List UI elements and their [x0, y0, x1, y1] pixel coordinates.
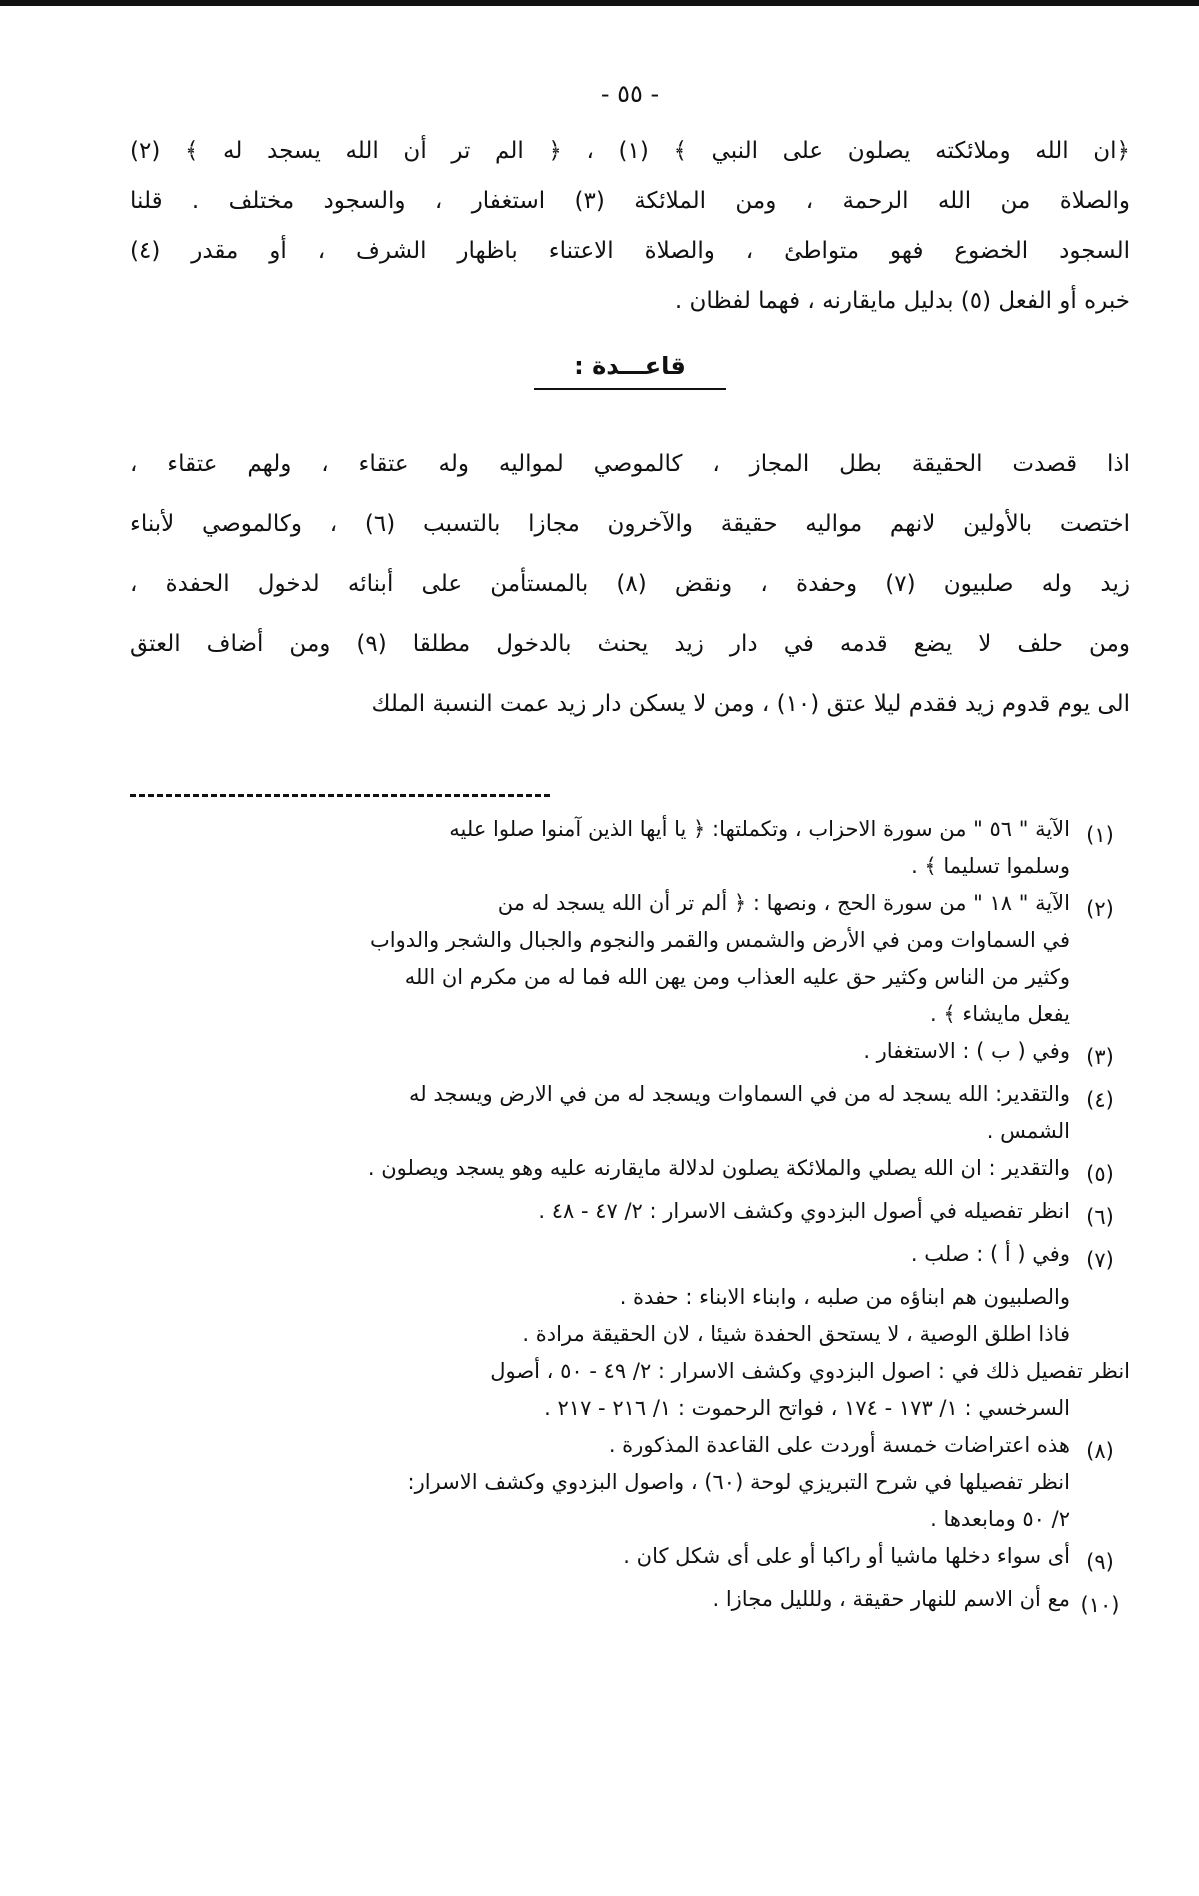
paragraph-2-line: زيد وله صلبيون (٧) وحفدة ، ونقض (٨) بالمستأمن على أبنائه لدخول الحفدة ، — [130, 571, 1130, 597]
section-heading — [130, 352, 1130, 390]
footnote-7-continuation — [130, 1279, 1130, 1427]
footnote-line: انظر تفصيل ذلك في : اصول البزدوي وكشف الاسرار : ٢/ ٤٩ - ٥٠ ، أصول — [490, 1359, 1130, 1383]
footnote-number: (٢) — [1086, 897, 1114, 921]
paragraph-2-line: الى يوم قدوم زيد فقدم ليلا عتق (١٠) ، ومن لا يسكن دار زيد عمت النسبة الملك — [371, 691, 1130, 717]
footnote — [130, 1427, 1130, 1538]
section-heading-text: قاعـــدة : — [534, 352, 726, 390]
footnote-line: يفعل مايشاء ﴾ . — [929, 1002, 1070, 1026]
footnote-line: أى سواء دخلها ماشيا أو راكبا أو على أى شكل كان . — [623, 1544, 1070, 1568]
footnote — [130, 1236, 1130, 1279]
footnote — [130, 1033, 1130, 1076]
paragraph-1-line: والصلاة من الله الرحمة ، ومن الملائكة (٣) استغفار ، والسجود مختلف . قلنا — [130, 188, 1130, 214]
footnote-number: (٤) — [1086, 1088, 1114, 1112]
footnote-line: والصلبيون هم ابناؤه من صلبه ، وابناء الابناء : حفدة . — [619, 1285, 1070, 1309]
footnote-line: والتقدير : ان الله يصلي والملائكة يصلون لدلالة مايقارنه عليه وهو يسجد ويصلون . — [367, 1156, 1070, 1180]
document-page — [130, 80, 1130, 1624]
footnote — [130, 1150, 1130, 1193]
footnote-line: وفي ( ب ) : الاستغفار . — [863, 1039, 1070, 1063]
footnote-line: السرخسي : ١/ ١٧٣ - ١٧٤ ، فواتح الرحموت : ١/ ٢١٦ - ٢١٧ . — [544, 1396, 1070, 1420]
footnote-number: (١) — [1086, 823, 1114, 847]
paragraph-1-line: خبره أو الفعل (٥) بدليل مايقارنه ، فهما لفظان . — [674, 288, 1130, 314]
footnote — [130, 1193, 1130, 1236]
footnote — [130, 885, 1130, 1033]
footnote-line: الآية " ١٨ " من سورة الحج ، ونصها : ﴿ ألم تر أن الله يسجد له من — [497, 891, 1070, 915]
footnote — [130, 1581, 1130, 1624]
footnote-line: انظر تفصيله في أصول البزدوي وكشف الاسرار : ٢/ ٤٧ - ٤٨ . — [538, 1199, 1070, 1223]
top-edge-rule — [0, 0, 1199, 6]
footnote-line: وفي ( أ ) : صلب . — [910, 1242, 1070, 1266]
paragraph-1-line: ﴿ان الله وملائكته يصلون على النبي ﴾ (١) ، ﴿ الم تر أن الله يسجد له ﴾ (٢) — [130, 138, 1130, 164]
footnote-line: وكثير من الناس وكثير حق عليه العذاب ومن يهن الله فما له من مكرم ان الله — [404, 965, 1070, 989]
footnote — [130, 1076, 1130, 1150]
paragraph-2-line: اذا قصدت الحقيقة بطل المجاز ، كالموصي لمواليه وله عتقاء ، ولهم عتقاء ، — [130, 451, 1130, 477]
paragraph-1-line: السجود الخضوع فهو متواطئ ، والصلاة الاعتناء باظهار الشرف ، أو مقدر (٤) — [130, 238, 1130, 264]
paragraph-1 — [130, 126, 1130, 326]
footnote-number: (٨) — [1086, 1439, 1114, 1463]
footnote-number: (١٠) — [1080, 1593, 1120, 1617]
paragraph-2 — [130, 434, 1130, 734]
footnote-line: الآية " ٥٦ " من سورة الاحزاب ، وتكملتها: ﴿ يا أيها الذين آمنوا صلوا عليه — [449, 817, 1070, 841]
paragraph-2-line: ومن حلف لا يضع قدمه في دار زيد يحنث بالدخول مطلقا (٩) ومن أضاف العتق — [130, 631, 1130, 657]
footnote-number: (٧) — [1086, 1248, 1114, 1272]
footnote — [130, 1538, 1130, 1581]
footnote-line: في السماوات ومن في الأرض والشمس والقمر والنجوم والجبال والشجر والدواب — [370, 928, 1070, 952]
footnote-line: فاذا اطلق الوصية ، لا يستحق الحفدة شيئا ، لان الحقيقة مرادة . — [522, 1322, 1070, 1346]
footnote-line: مع أن الاسم للنهار حقيقة ، وللليل مجازا . — [712, 1587, 1070, 1611]
footnote-number: (٥) — [1086, 1162, 1114, 1186]
footnote — [130, 811, 1130, 885]
footnote-line: ٢/ ٥٠ ومابعدها . — [930, 1507, 1070, 1531]
footnote-divider — [130, 794, 550, 797]
footnote-line: وسلموا تسليما ﴾ . — [911, 854, 1070, 878]
footnote-number: (٦) — [1086, 1205, 1114, 1229]
paragraph-2-line: اختصت بالأولين لانهم مواليه حقيقة والآخرون مجازا بالتسبب (٦) ، وكالموصي لأبناء — [130, 511, 1131, 537]
footnotes — [130, 811, 1130, 1624]
footnote-line: هذه اعتراضات خمسة أوردت على القاعدة المذكورة . — [608, 1433, 1070, 1457]
footnote-line: الشمس . — [986, 1119, 1070, 1143]
footnote-line: والتقدير: الله يسجد له من في السماوات ويسجد له من في الارض ويسجد له — [409, 1082, 1070, 1106]
footnote-number: (٩) — [1086, 1550, 1114, 1574]
footnote-line: انظر تفصيلها في شرح التبريزي لوحة (٦٠) ، واصول البزدوي وكشف الاسرار: — [407, 1470, 1070, 1494]
footnote-number: (٣) — [1086, 1045, 1114, 1069]
page-number: - ٥٥ - — [600, 80, 660, 108]
